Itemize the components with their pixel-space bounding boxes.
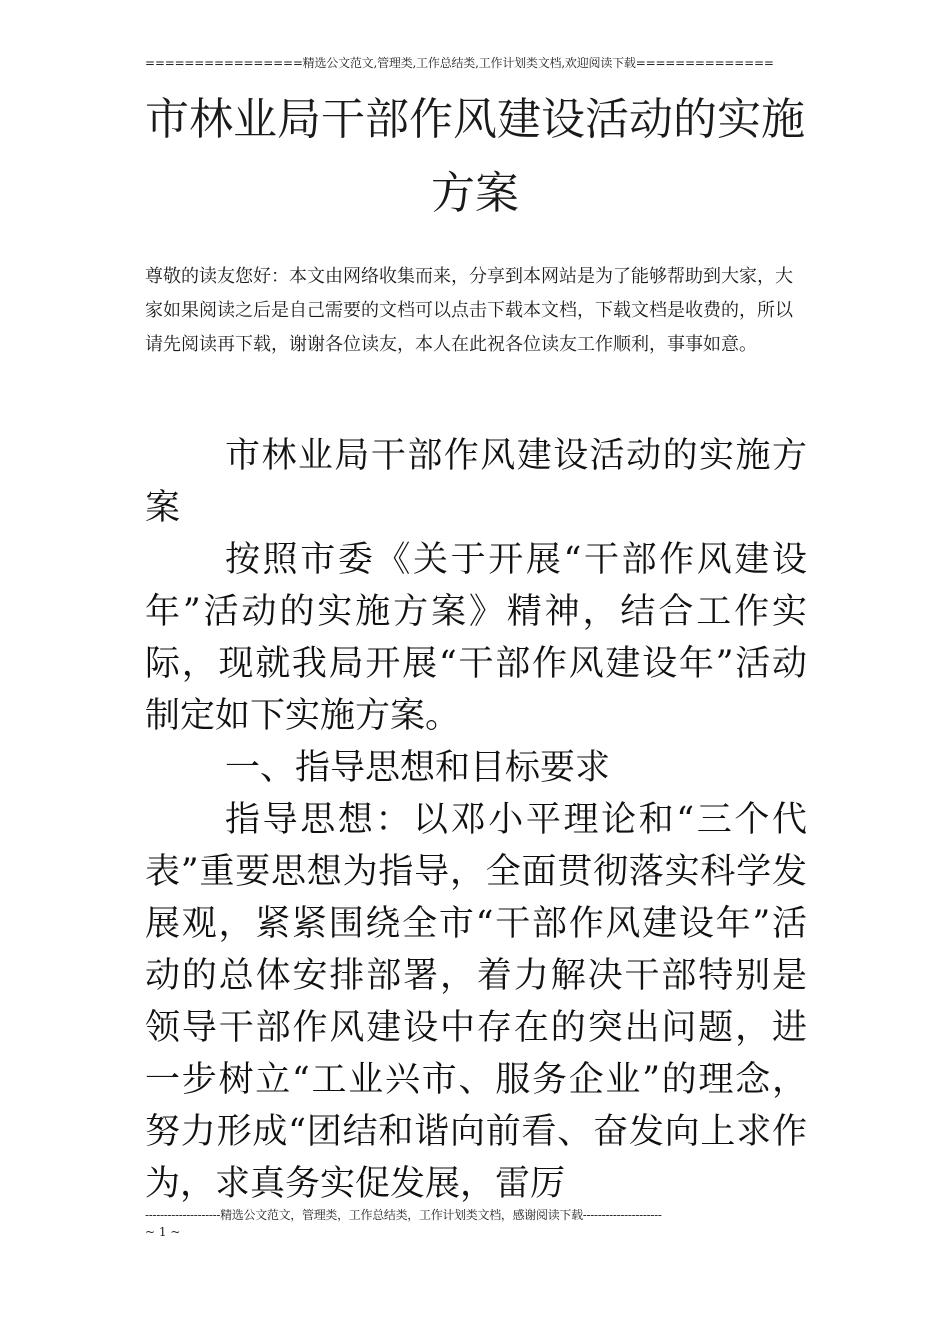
body-paragraph-intro: 按照市委《关于开展“干部作风建设年”活动的实施方案》精神，结合工作实际，现就我局开展“干部作风建设年”活动制定如下实施方案。: [145, 540, 807, 736]
document-body: [145, 430, 807, 1210]
header-banner: ================精选公文范文,管理类,工作总结类,工作计划类文档,欢迎阅读下载==============: [145, 56, 774, 70]
page-title-line-2: 方案: [431, 168, 519, 219]
reader-notice: 尊敬的读友您好：本文由网络收集而来，分享到本网站是为了能够帮助到大家，大家如果阅读之后是自己需要的文档可以点击下载本文档，下载文档是收费的，所以请先阅读再下载，谢谢各位读友，本人在此祝各位读友工作顺利，事事如意。: [145, 266, 793, 355]
body-paragraph-guiding-thought: 指导思想：以邓小平理论和“三个代表”重要思想为指导，全面贯彻落实科学发展观，紧紧围绕全市“干部作风建设年”活动的总体安排部署，着力解决干部特别是领导干部作风建设中存在的突出问题，进一步树立“工业兴市、服务企业”的理念，努力形成“团结和谐向前看、奋发向上求作为，求真务实促发展，雷厉: [145, 800, 807, 1204]
page-title-line-1: 市林业局干部作风建设活动的实施: [145, 94, 805, 145]
footer-banner: --------------------精选公文范文，管理类，工作总结类，工作计划类文档，感谢阅读下载---------------------: [145, 1208, 662, 1222]
section-heading: 一、指导思想和目标要求: [225, 748, 611, 788]
page-number: ~ 1 ~: [145, 1225, 181, 1239]
body-heading: 市林业局干部作风建设活动的实施方案: [145, 436, 807, 528]
